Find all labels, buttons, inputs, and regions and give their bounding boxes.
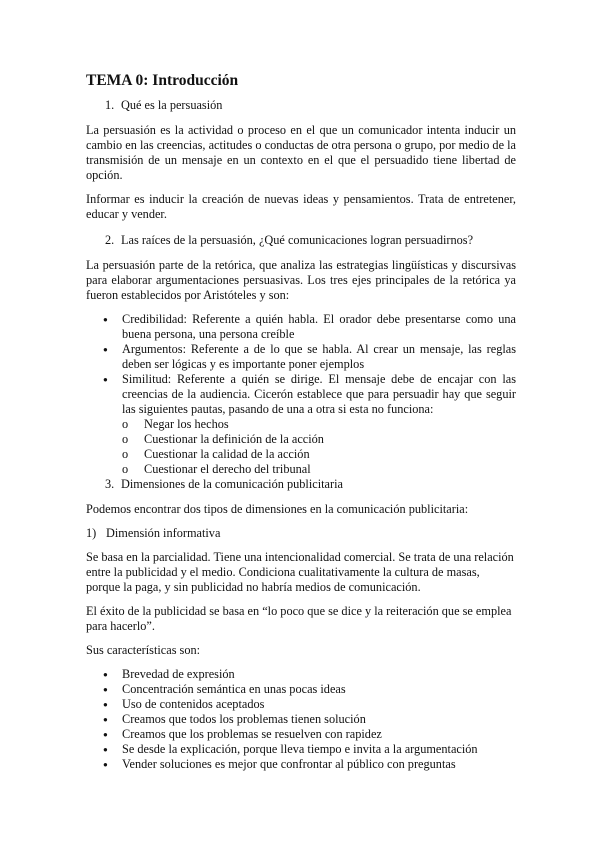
paragraph: Sus características son: (86, 643, 201, 657)
paragraph: Podemos encontrar dos tipos de dimensiones en la comunicación publicitaria: (86, 502, 469, 516)
section-title: Qué es la persuasión (121, 98, 223, 112)
list-item: ● Se desde la explicación, porque lleva tiempo e invita a la argumentación (86, 742, 516, 757)
list-item: ● Brevedad de expresión (86, 667, 516, 682)
paragraph: La persuasión parte de la retórica, que analiza las estrategias lingüísticas y discursivas para elaborar argumentaciones persuasivas. Los tres ejes principales de la retórica ya fueron establecidos por Aristóteles y son: (86, 258, 516, 302)
paragraph: La persuasión es la actividad o proceso en el que un comunicador intenta inducir un cambio en las creencias, actitudes o conductas de otra persona o grupo, por medio de la transmisión de un mensaje en un contexto en el que el persuadido tiene libertad de opción. (86, 123, 516, 182)
paragraph: El éxito de la publicidad se basa en “lo poco que se dice y la reiteración que se emplea para hacerlo”. (86, 604, 512, 633)
list-item: ● Creamos que los problemas se resuelven con rapidez (86, 727, 516, 742)
section-title: Las raíces de la persuasión, ¿Qué comunicaciones logran persuadirnos? (121, 233, 474, 247)
list-item: ● Uso de contenidos aceptados (86, 697, 516, 712)
section-2-heading (86, 233, 516, 248)
list-item: ● Concentración semántica en unas pocas ideas (86, 682, 516, 697)
list-item: ● Creamos que todos los problemas tienen solución (86, 712, 516, 727)
section-1-heading (86, 98, 516, 113)
list-item: ● Vender soluciones es mejor que confrontar al público con preguntas (86, 757, 516, 772)
subsection-title: Dimensión informativa (106, 526, 221, 540)
section-number: 3. (105, 477, 115, 491)
characteristics-list (86, 667, 516, 772)
page-title: TEMA 0: Introducción (86, 72, 239, 89)
sub-list-item: o Cuestionar la calidad de la acción (122, 447, 516, 462)
section-number: 1. (105, 98, 115, 112)
list-item (86, 372, 516, 477)
sub-list-item: o Cuestionar la definición de la acción (122, 432, 516, 447)
subsection-heading (86, 526, 516, 541)
cicero-steps-list (86, 417, 516, 477)
sub-list-item: o Negar los hechos (122, 417, 516, 432)
sub-list-item: o Cuestionar el derecho del tribunal (122, 462, 516, 477)
list-item: ● Argumentos: Referente a de lo que se habla. Al crear un mensaje, las reglas deben ser lógicas y es importante poner ejemplos (86, 342, 516, 372)
section-title: Dimensiones de la comunicación publicitaria (121, 477, 343, 491)
document-page (86, 72, 516, 772)
section-number: 2. (105, 233, 115, 247)
list-item: ● Credibilidad: Referente a quién habla. El orador debe presentarse como una buena persona, una persona creíble (86, 312, 516, 342)
rhetoric-axes-list (86, 312, 516, 477)
paragraph: Informar es inducir la creación de nuevas ideas y pensamientos. Trata de entretener, educar y vender. (86, 192, 516, 221)
list-item-text: Similitud: Referente a quién se dirige. El mensaje debe de encajar con las creencias de la audiencia. Cicerón establece que para persuadir hay que seguir las siguientes pautas, pasando de una a otra si esta no funciona: (122, 372, 516, 416)
subsection-number: 1) (86, 526, 97, 540)
paragraph: Se basa en la parcialidad. Tiene una intencionalidad comercial. Se trata de una relación entre la publicidad y el medio. Condiciona cualitativamente la cultura de masas, porque la paga, y sin publicidad no habría medios de comunicación. (86, 550, 514, 594)
section-3-heading (86, 477, 516, 492)
